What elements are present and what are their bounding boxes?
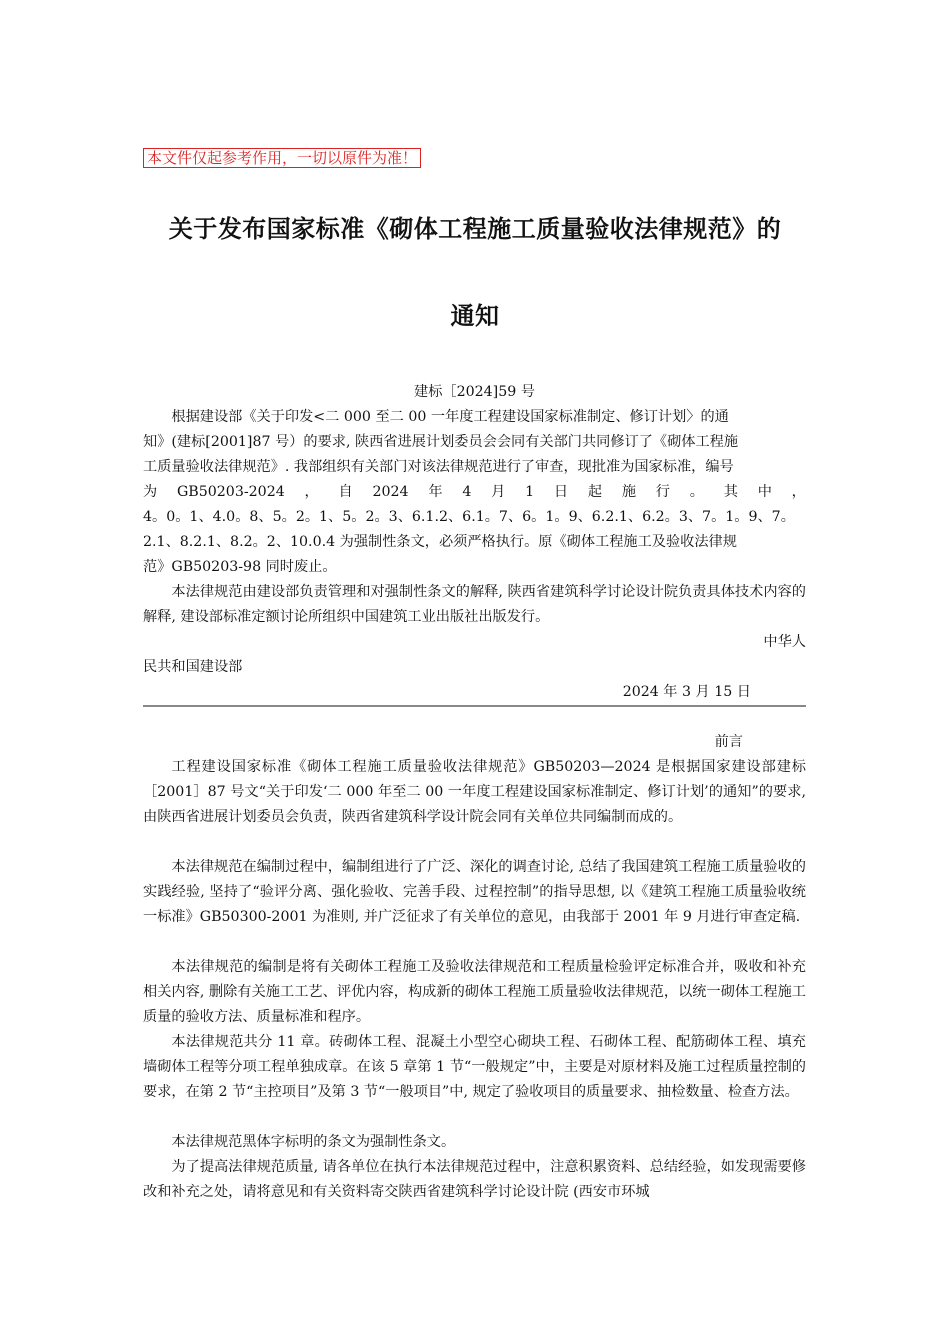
spread-token: 自: [338, 484, 353, 500]
preface-paragraph-2: 本法律规范在编制过程中，编制组进行了广泛、深化的调查讨论, 总结了我国建筑工程施工质量验收的实践经验, 坚持了“验评分离、强化验收、完善手段、过程控制”的指导思想, 以《建筑工程施工质量验收统一标准》GB50300-2001 为准则, 并广泛征求了有关单位的意见，由我部于 2001 年 9 月进行审查定稿.: [143, 859, 806, 925]
document-number: 建标［2024]59 号: [414, 384, 535, 400]
spread-token: 2024: [372, 484, 409, 500]
issue-date: 2024 年 3 月 15 日: [622, 684, 751, 700]
text-line: 范》GB50203-98 同时废止。: [143, 559, 337, 575]
spread-token: 行: [655, 484, 670, 500]
text-line: 2.1、8.2.1、8.2。2、10.0.4 为强制性条文，必须严格执行。原《砌体工程施工及验收法律规: [143, 534, 737, 550]
spread-token: 中: [757, 484, 772, 500]
spread-token: 日: [553, 484, 569, 500]
spread-token: ，: [304, 484, 319, 500]
notice-title-line-2: 通知: [450, 302, 500, 330]
preface-paragraph-6: 为了提高法律规范质量, 请各单位在执行本法律规范过程中，注意积累资料、总结经验，如发现需要修改和补充之处，请将意见和有关资料寄交陕西省建筑科学讨论设计院 (西安市环城: [143, 1159, 806, 1200]
disclaimer-stamp: 本文件仅起参考作用，一切以原件为准！: [143, 148, 421, 168]
preface-paragraph-5: 本法律规范黑体字标明的条文为强制性条文。: [171, 1134, 456, 1150]
text-line: 工质量验收法律规范》. 我部组织有关部门对该法律规范进行了审查，现批准为国家标准，编号: [143, 459, 734, 475]
spread-token: 1: [525, 484, 535, 500]
preface-paragraph-4: 本法律规范共分 11 章。砖砌体工程、混凝土小型空心砌块工程、石砌体工程、配筋砌体工程、填充墙砌体工程等分项工程单独成章。在该 5 章第 1 节“一般规定”中，主要是对原材料及施工过程质量控制的要求，在第 2 节“主控项目”及第 3 节“一般项目”中, 规定了验收项目的质量要求、抽检数量、检查方法。: [143, 1034, 806, 1100]
spread-token: 月: [491, 484, 506, 500]
preface-paragraph-1: 工程建设国家标准《砌体工程施工质量验收法律规范》GB50203—2024 是根据国家建设部建标［2001］87 号文“关于印发‘二 000 年至二 00 一年度工程建设国家标准制定、修订计划’的通知”的要求, 由陕西省进展计划委员会负责，陕西省建筑科学设计院会同有关单位共同编制而成的。: [143, 759, 806, 825]
section-divider: [143, 705, 806, 707]
spread-token: ，: [791, 484, 806, 500]
spread-text-line: [143, 480, 806, 505]
text-line: 知》(建标[2001]87 号）的要求, 陕西省进展计划委员会会同有关部门共同修订了《砌体工程施: [143, 434, 739, 450]
signature-issuer-part-2: 民共和国建设部: [143, 659, 243, 675]
signature-issuer-part-1: 中华人: [763, 634, 806, 650]
text-line: 根据建设部《关于印发<二 000 至二 00 一年度工程建设国家标准制定、修订计划〉的通: [171, 409, 729, 425]
preface-paragraph-3: 本法律规范的编制是将有关砌体工程施工及验收法律规范和工程质量检验评定标准合并，吸收和补充相关内容, 删除有关施工工艺、评优内容，构成新的砌体工程施工质量验收法律规范，以统一砌体工程施工质量的验收方法、质量标准和程序。: [143, 959, 806, 1025]
spread-token: 其: [723, 484, 738, 500]
spread-token: 为: [143, 484, 158, 500]
spread-token: GB50203-2024: [176, 484, 285, 500]
notice-title-line-1: 关于发布国家标准《砌体工程施工质量验收法律规范》的: [168, 215, 782, 243]
text-line: 4。0。1、4.0。8、5。2。1、5。2。3、6.1.2、6.1。7、6。1。9、6.2.1、6.2。3、7。1。9、7。: [143, 509, 795, 525]
spread-token: 起: [587, 484, 603, 500]
preface-heading: 前言: [714, 734, 743, 750]
notice-paragraph-2: 本法律规范由建设部负责管理和对强制性条文的解释, 陕西省建筑科学讨论设计院负责具体技术内容的解释, 建设部标准定额讨论所组织中国建筑工业出版社出版发行。: [143, 584, 806, 625]
spread-token: 4: [462, 484, 472, 500]
notice-paragraph-1: [143, 405, 806, 580]
spread-token: 。: [689, 484, 704, 500]
spread-token: 年: [428, 484, 443, 500]
spread-token: 施: [621, 484, 637, 500]
